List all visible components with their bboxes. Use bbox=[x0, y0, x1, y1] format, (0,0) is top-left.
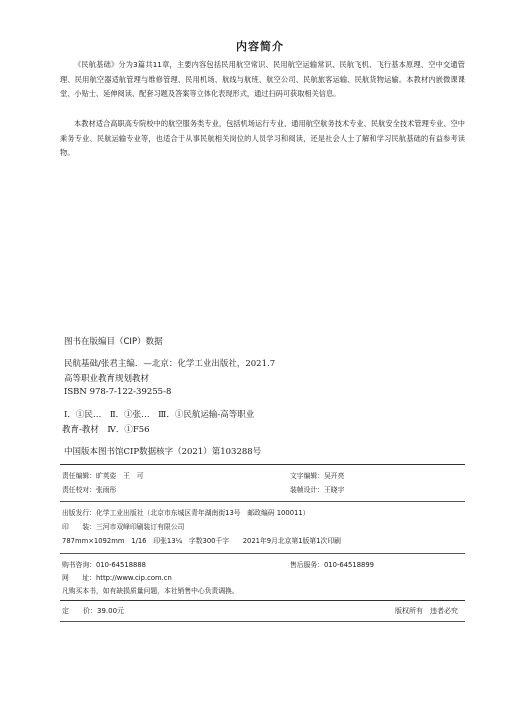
proofreader: 责任校对：张雨彤 bbox=[62, 486, 117, 494]
cip-line-classification-cont: 教育-教材 Ⅳ．①F56 bbox=[62, 425, 150, 435]
page-title: 内容简介 bbox=[236, 40, 284, 53]
printer-line: 印 装：三河市双峰印刷装订有限公司 bbox=[62, 523, 185, 531]
divider-bottom bbox=[60, 600, 465, 601]
intro-paragraph-2: 本教材适合高职高专院校中的航空服务类专业，包括机场运行专业、通用航空航务技术专业、民航安全技术管理专业、空中乘务专业、民航运输专业等，也适合于从事民航相关岗位的人员学习和阅读，还是社会人士了解和学习民航基础的有益参考读物。 bbox=[60, 119, 465, 157]
text-editor: 文字编辑：吴开亮 bbox=[290, 472, 345, 480]
quality-notice: 凡购买本书，如有缺损质量问题，本社销售中心负责调换。 bbox=[62, 587, 239, 595]
cip-heading: 图书在版编目（CIP）数据 bbox=[64, 337, 163, 347]
divider-credits bbox=[60, 501, 465, 502]
cip-line-classification: Ⅰ．①民… Ⅱ．①张… Ⅲ．①民航运输-高等职业 bbox=[64, 410, 255, 420]
intro-paragraph-1: 《民航基础》分为3篇共11章，主要内容包括民用航空常识、民用航空运输常识、民航飞机、飞行基本原理、空中交通管理、民用航空器适航管理与维修管理、民用机场、航线与航班、航空公司、民航旅客运输、民航货物运输。本教材内嵌微课课堂、小贴士、延伸阅读、配套习题及答案等立体化表现形式，通过扫码可获取相关信息。 bbox=[60, 60, 465, 98]
copyright-notice: 版权所有 违者必究 bbox=[395, 607, 458, 615]
price: 定 价：39.00元 bbox=[62, 607, 125, 615]
cip-line-cip-number: 中国版本图书馆CIP数据核字（2021）第103288号 bbox=[64, 447, 262, 457]
purchase-contact: 购书咨询：010-64518888 bbox=[62, 561, 147, 569]
cip-line-series: 高等职业教育规划教材 bbox=[64, 374, 150, 384]
responsible-editor: 责任编辑：旷英姿 王 可 bbox=[62, 472, 144, 480]
cip-line-title: 民航基础/张君主编．—北京：化学工业出版社，2021.7 bbox=[64, 359, 276, 369]
format-line: 787mm×1092mm 1/16 印张13¼ 字数300千字 2021年9月北京第1版第1次印刷 bbox=[62, 537, 341, 545]
publisher-line: 出版发行：化学工业出版社（北京市东城区青年湖南街13号 邮政编码 100011） bbox=[62, 509, 310, 517]
cover-designer: 装帧设计：王晓宇 bbox=[290, 486, 345, 494]
aftersales-contact: 售后服务：010-64518899 bbox=[290, 561, 375, 569]
cip-line-isbn: ISBN 978-7-122-39255-8 bbox=[64, 387, 172, 397]
divider-footer bbox=[60, 621, 465, 622]
website-line: 网 址：http://www.cip.com.cn bbox=[62, 574, 172, 582]
divider-publish bbox=[60, 553, 465, 554]
divider-top bbox=[60, 464, 465, 465]
